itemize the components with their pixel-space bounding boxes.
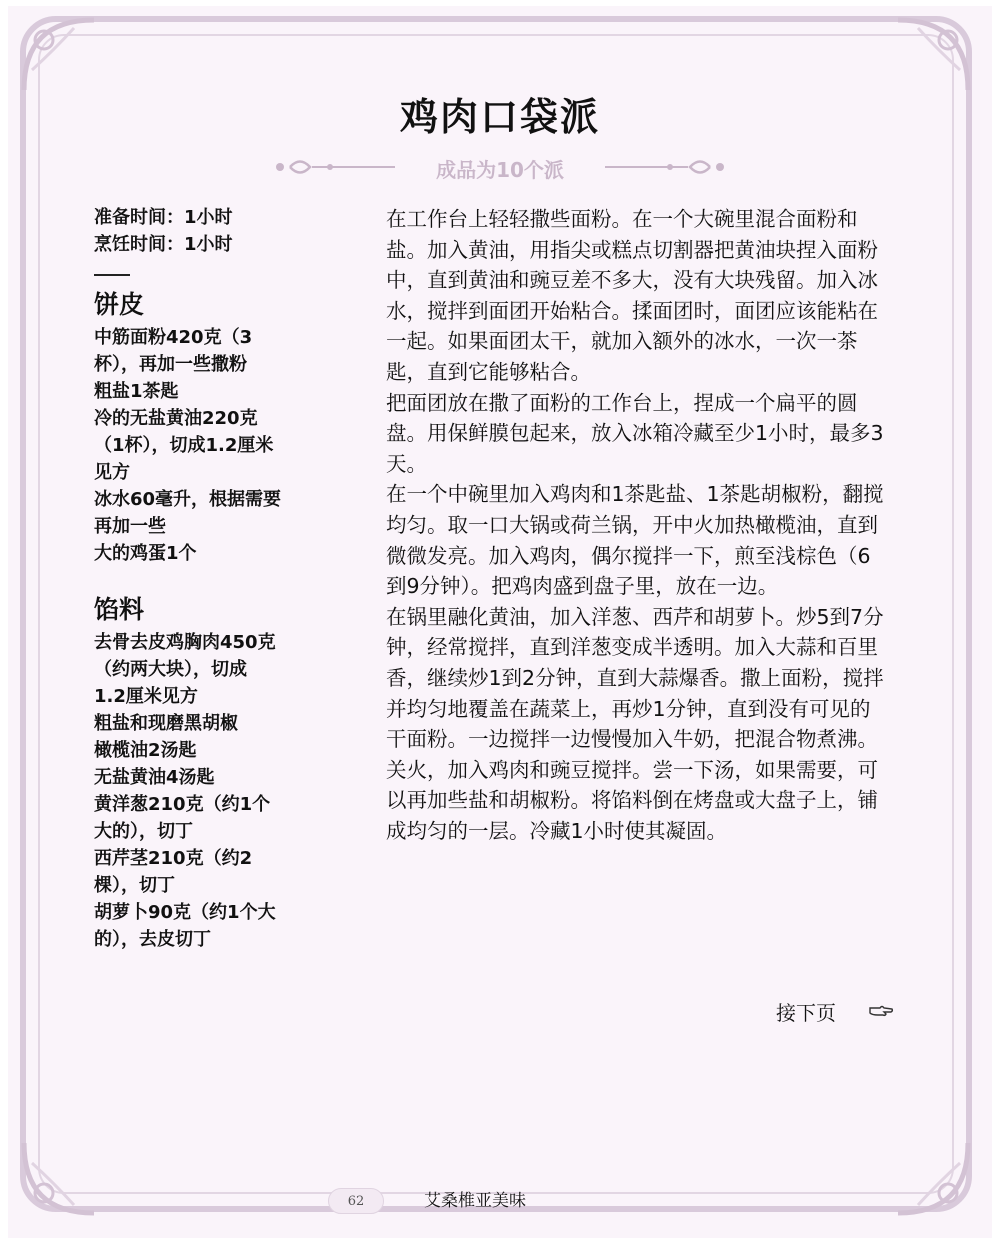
ingredient-line: 见方 [94,462,130,483]
ingredient-line: 冰水60毫升，根据需要 [94,489,282,510]
ingredient-line: （约两大块），切成 [94,659,247,680]
corner-ornament-bottom-right [888,1133,978,1223]
page-number: 62 [328,1188,384,1214]
ingredient-line: 冷的无盐黄油220克 [94,408,258,429]
divider [94,274,130,276]
ingredient-line: 1.2厘米见方 [94,686,198,707]
filling-heading: 馅料 [94,595,145,624]
ingredient-line: 橄榄油2汤匙 [94,740,197,761]
ingredient-line: 无盐黄油4汤匙 [94,767,215,788]
instruction-paragraph: 在锅里融化黄油，加入洋葱、西芹和胡萝卜。炒5到7分钟，经常搅拌，直到洋葱变成半透明。加入大蒜和百里香，继续炒1到2分钟，直到大蒜爆香。撒上面粉，搅拌并均匀地覆盖在蔬菜上，再炒1分钟，直到没有可见的干面粉。一边搅拌一边慢慢加入牛奶，把混合物煮沸。关火，加入鸡肉和豌豆搅拌。尝一下汤，如果需要，可以再加些盐和胡椒粉。将馅料倒在烤盘或大盘子上，铺成均匀的一层。冷藏1小时使其凝固。 [386,604,884,843]
page-footer [300,1188,700,1218]
corner-ornament-bottom-left [14,1133,104,1223]
ingredient-line: 杯），再加一些撒粉 [94,354,247,375]
ingredients-column [94,204,329,953]
recipe-yield: 成品为10个派 [436,158,564,182]
ingredient-line: 粗盐和现磨黑胡椒 [94,713,238,734]
book-title: 艾桑椎亚美味 [424,1191,526,1211]
instructions-column [386,204,886,846]
ingredient-line: 中筋面粉420克（3 [94,327,253,348]
ingredient-line: 去骨去皮鸡胸肉450克 [94,632,276,653]
subtitle-row [270,148,730,188]
ingredient-line: （1杯），切成1.2厘米 [94,435,274,456]
ingredient-line: 大的鸡蛋1个 [94,543,197,564]
pointing-hand-icon [868,1003,894,1019]
ingredient-line: 黄洋葱210克（约1个 [94,794,271,815]
ingredient-line: 的），去皮切丁 [94,929,211,950]
cook-time: 烹饪时间：1小时 [94,234,233,255]
ingredient-line: 西芹茎210克（约2 [94,848,253,869]
recipe-title: 鸡肉口袋派 [399,95,600,139]
crust-heading: 饼皮 [94,290,145,319]
ingredient-line: 大的），切丁 [94,821,193,842]
ingredient-line: 再加一些 [94,516,166,537]
scroll-ornament-icon [600,152,730,182]
next-page-label: 接下页 [776,1001,836,1025]
ingredient-line: 粗盐1茶匙 [94,381,179,402]
instruction-paragraph: 把面团放在撒了面粉的工作台上，捏成一个扁平的圆盘。用保鲜膜包起来，放入冰箱冷藏至少1小时，最多3天。 [386,390,884,476]
ingredient-line: 胡萝卜90克（约1个大 [94,902,276,923]
instruction-paragraph: 在工作台上轻轻撒些面粉。在一个大碗里混合面粉和盐。加入黄油，用指尖或糕点切割器把黄油块捏入面粉中，直到黄油和豌豆差不多大，没有大块残留。加入冰水，搅拌到面团开始粘合。揉面团时，面团应该能粘在一起。如果面团太干，就加入额外的冰水，一次一茶匙，直到它能够粘合。 [386,207,878,384]
section-spacer [94,567,329,593]
ingredient-line: 棵），切丁 [94,875,175,896]
instruction-paragraph: 在一个中碗里加入鸡肉和1茶匙盐、1茶匙胡椒粉，翻搅均匀。取一口大锅或荷兰锅，开中火加热橄榄油，直到微微发亮。加入鸡肉，偶尔搅拌一下，煎至浅棕色（6到9分钟）。把鸡肉盛到盘子里，放在一边。 [386,482,884,599]
prep-time: 准备时间：1小时 [94,207,233,228]
